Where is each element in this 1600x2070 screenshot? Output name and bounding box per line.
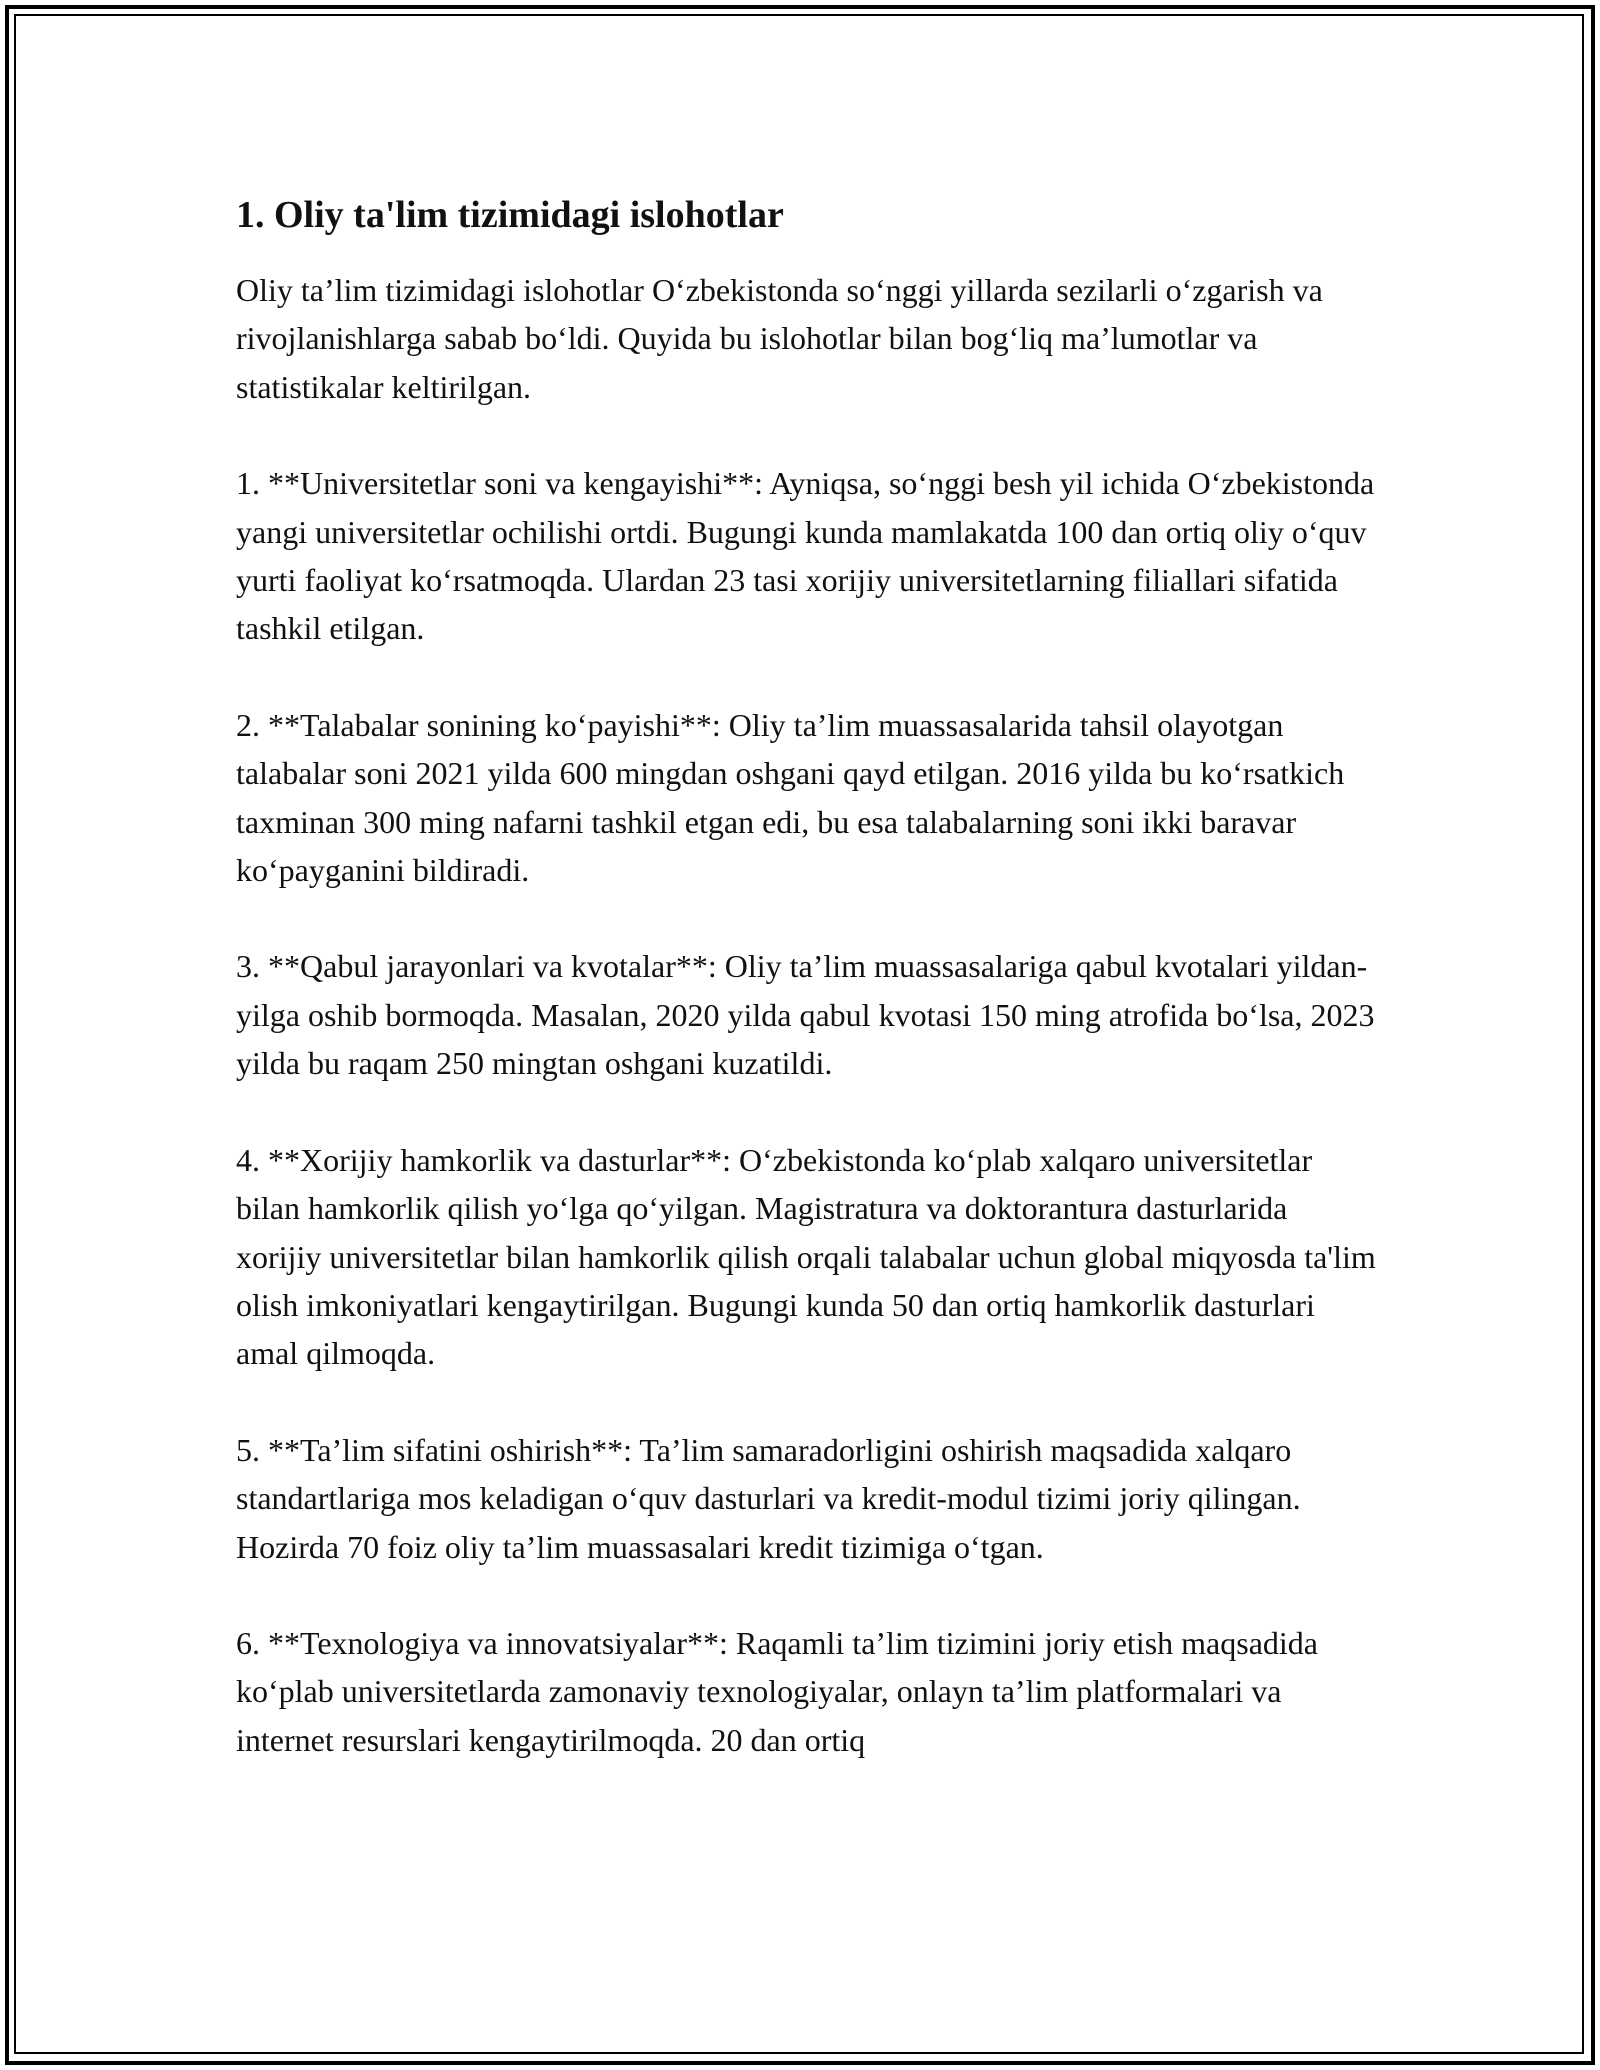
paragraph-students: 2. **Talabalar sonining ko‘payishi**: Oliy ta’lim muassasalarida tahsil olayotgan talabalar soni 2021 yilda 600 mingdan oshgani qayd etilgan. 2016 yilda bu ko‘rsatkich taxminan 300 ming nafarni tashkil etgan edi, bu esa talabalarning soni ikki baravar ko‘payganini bildiradi. [236,706,1345,889]
intro-paragraph: Oliy ta’lim tizimidagi islohotlar O‘zbekistonda so‘nggi yillarda sezilarli o‘zgarish va rivojlanishlarga sabab bo‘ldi. Quyida bu islohotlar bilan bog‘liq ma’lumotlar va statistikalar keltirilgan. [236,272,1323,405]
paragraph-universities: 1. **Universitetlar soni va kengayishi**: Ayniqsa, so‘nggi besh yil ichida O‘zbekistonda yangi universitetlar ochilishi ortdi. Bugungi kunda mamlakatda 100 dan ortiq oliy o‘quv yurti faoliyat ko‘rsatmoqda. Ulardan 23 tasi xorijiy universitetlarning filiallari sifatida tashkil etilgan. [236,465,1375,647]
paragraph-cooperation: 4. **Xorijiy hamkorlik va dasturlar**: O‘zbekistonda ko‘plab xalqaro universitetlar bilan hamkorlik qilish yo‘lga qo‘yilgan. Magistratura va doktorantura dasturlarida xorijiy universitetlar bilan hamkorlik qilish orqali talabalar uchun global miqyosda ta'lim olish imkoniyatlari kengaytirilgan. Bugungi kunda 50 dan ortiq hamkorlik dasturlari amal qilmoqda. [236,1141,1376,1372]
section-heading: 1. Oliy ta'lim tizimidagi islohotlar [236,194,784,236]
document-body [236,188,1376,1812]
paragraph-quality: 5. **Ta’lim sifatini oshirish**: Ta’lim samaradorligini oshirish maqsadida xalqaro standartlariga mos keladigan o‘quv dasturlari va kredit-modul tizimi joriy qilingan. Hozirda 70 foiz oliy ta’lim muassasalari kredit tizimiga o‘tgan. [236,1431,1301,1565]
paragraph-technology: 6. **Texnologiya va innovatsiyalar**: Raqamli ta’lim tizimini joriy etish maqsadida ko‘plab universitetlarda zamonaviy texnologiyalar, onlayn ta’lim platformalari va internet resurslari kengaytirilmoqda. 20 dan ortiq [236,1624,1318,1758]
paragraph-admission: 3. **Qabul jarayonlari va kvotalar**: Oliy ta’lim muassasalariga qabul kvotalari yildan-yilga oshib bormoqda. Masalan, 2020 yilda qabul kvotasi 150 ming atrofida bo‘lsa, 2023 yilda bu raqam 250 mingtan oshgani kuzatildi. [236,948,1375,1082]
